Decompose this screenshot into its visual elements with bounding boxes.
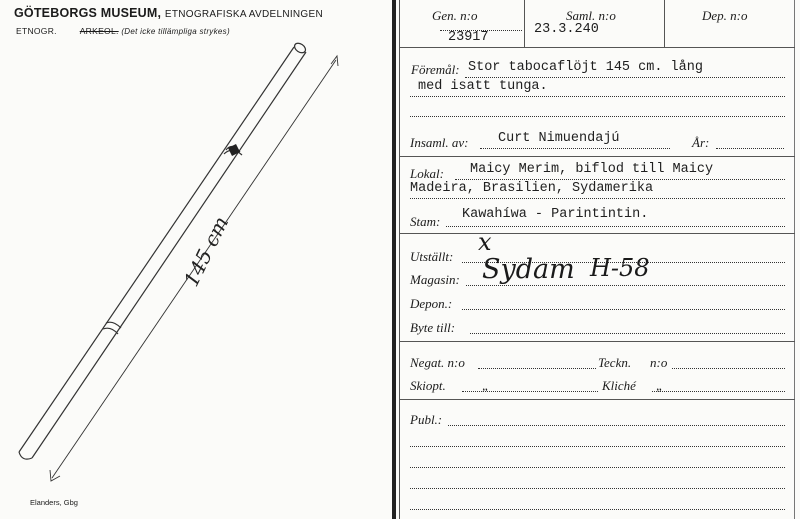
teckn-dotline bbox=[672, 368, 785, 369]
foremal-label: Föremål: bbox=[411, 62, 460, 77]
negat-label: Negat. n:o bbox=[410, 355, 465, 370]
flute-tongue-mark bbox=[228, 144, 240, 156]
museum-name: GÖTEBORGS MUSEUM, bbox=[14, 6, 162, 20]
foremal-dotline-1 bbox=[465, 77, 785, 78]
flute-sketch bbox=[0, 0, 380, 519]
lokal-dotline-2 bbox=[410, 198, 785, 199]
lokal-dotline-1 bbox=[455, 179, 785, 180]
publ-dotline-4 bbox=[410, 488, 785, 489]
publ-dotline-5 bbox=[410, 509, 785, 510]
card-left-border bbox=[392, 0, 396, 519]
magasin-value-1: Sydam bbox=[482, 254, 575, 285]
flute-outline-right bbox=[32, 52, 306, 458]
utstallt-label: Utställt: bbox=[410, 249, 454, 264]
category-etnogr: ETNOGR. bbox=[16, 26, 57, 36]
kliche-label: Kliché bbox=[602, 378, 636, 393]
depon-label: Depon.: bbox=[410, 296, 453, 311]
ar-dotline bbox=[716, 148, 784, 149]
foremal-line-2: med isatt tunga. bbox=[418, 79, 548, 94]
magasin-label: Magasin: bbox=[410, 272, 460, 287]
insaml-label: Insaml. av: bbox=[410, 135, 469, 150]
foremal-dotline-2 bbox=[410, 96, 785, 97]
byte-dotline bbox=[470, 333, 785, 334]
byte-label: Byte till: bbox=[410, 320, 456, 335]
skiopt-ditto: „ bbox=[482, 378, 490, 393]
saml-value: 23.3.240 bbox=[534, 22, 599, 37]
measurement-label: 145 cm bbox=[178, 212, 234, 291]
ar-label: År: bbox=[692, 135, 710, 150]
dep-label: Dep. n:o bbox=[702, 8, 748, 23]
header-divider-1 bbox=[524, 0, 525, 47]
header-row-rule bbox=[399, 47, 795, 48]
teckn-label: Teckn. bbox=[598, 355, 632, 370]
saml-label: Saml. n:o bbox=[566, 8, 616, 23]
gen-label: Gen. n:o bbox=[432, 8, 478, 23]
foremal-dotline-3 bbox=[410, 116, 785, 117]
stam-dotline bbox=[446, 226, 785, 227]
insaml-value: Curt Nimuendajú bbox=[498, 131, 620, 146]
depon-dotline bbox=[462, 309, 785, 310]
kliche-dotline bbox=[652, 391, 785, 392]
insaml-dotline bbox=[480, 148, 670, 149]
section-rule-3 bbox=[399, 341, 795, 342]
kliche-ditto: „ bbox=[656, 378, 664, 393]
publ-dotline-2 bbox=[410, 446, 785, 447]
skiopt-label: Skiopt. bbox=[410, 378, 446, 393]
publ-dotline-1 bbox=[448, 425, 785, 426]
flute-outline-left bbox=[19, 47, 294, 452]
section-rule-1 bbox=[399, 156, 795, 157]
card-right-rule bbox=[794, 0, 795, 519]
flute-band bbox=[106, 322, 121, 328]
header-divider-2 bbox=[664, 0, 665, 47]
printer-mark: Elanders, Gbg bbox=[30, 498, 78, 507]
card-left-rule bbox=[399, 0, 400, 519]
lokal-line-1: Maicy Merim, biflod till Maicy bbox=[470, 162, 714, 177]
gen-value: 23917 bbox=[448, 30, 489, 45]
category-arkeol: ARKEOL. bbox=[79, 26, 119, 36]
lokal-line-2: Madeira, Brasilien, Sydamerika bbox=[410, 181, 654, 196]
lokal-label: Lokal: bbox=[410, 166, 444, 181]
section-rule-2 bbox=[399, 233, 795, 234]
stam-value: Kawahíwa - Parintintin. bbox=[462, 207, 649, 222]
teckn-number-label: n:o bbox=[650, 355, 668, 370]
category-note: (Det icke tillämpliga strykes) bbox=[121, 27, 230, 36]
negat-dotline bbox=[478, 368, 596, 369]
publ-dotline-3 bbox=[410, 467, 785, 468]
magasin-dotline bbox=[466, 285, 785, 286]
skiopt-dotline bbox=[462, 391, 598, 392]
flute-bottom-end bbox=[19, 452, 32, 459]
magasin-value-2: H-58 bbox=[590, 254, 650, 282]
utstallt-mark: x bbox=[478, 228, 492, 256]
stam-label: Stam: bbox=[410, 214, 441, 229]
section-rule-4 bbox=[399, 399, 795, 400]
foremal-line-1: Stor tabocaflöjt 145 cm. lång bbox=[468, 60, 703, 75]
department-name: ETNOGRAFISKA AVDELNINGEN bbox=[164, 9, 324, 20]
publ-label: Publ.: bbox=[410, 412, 443, 427]
